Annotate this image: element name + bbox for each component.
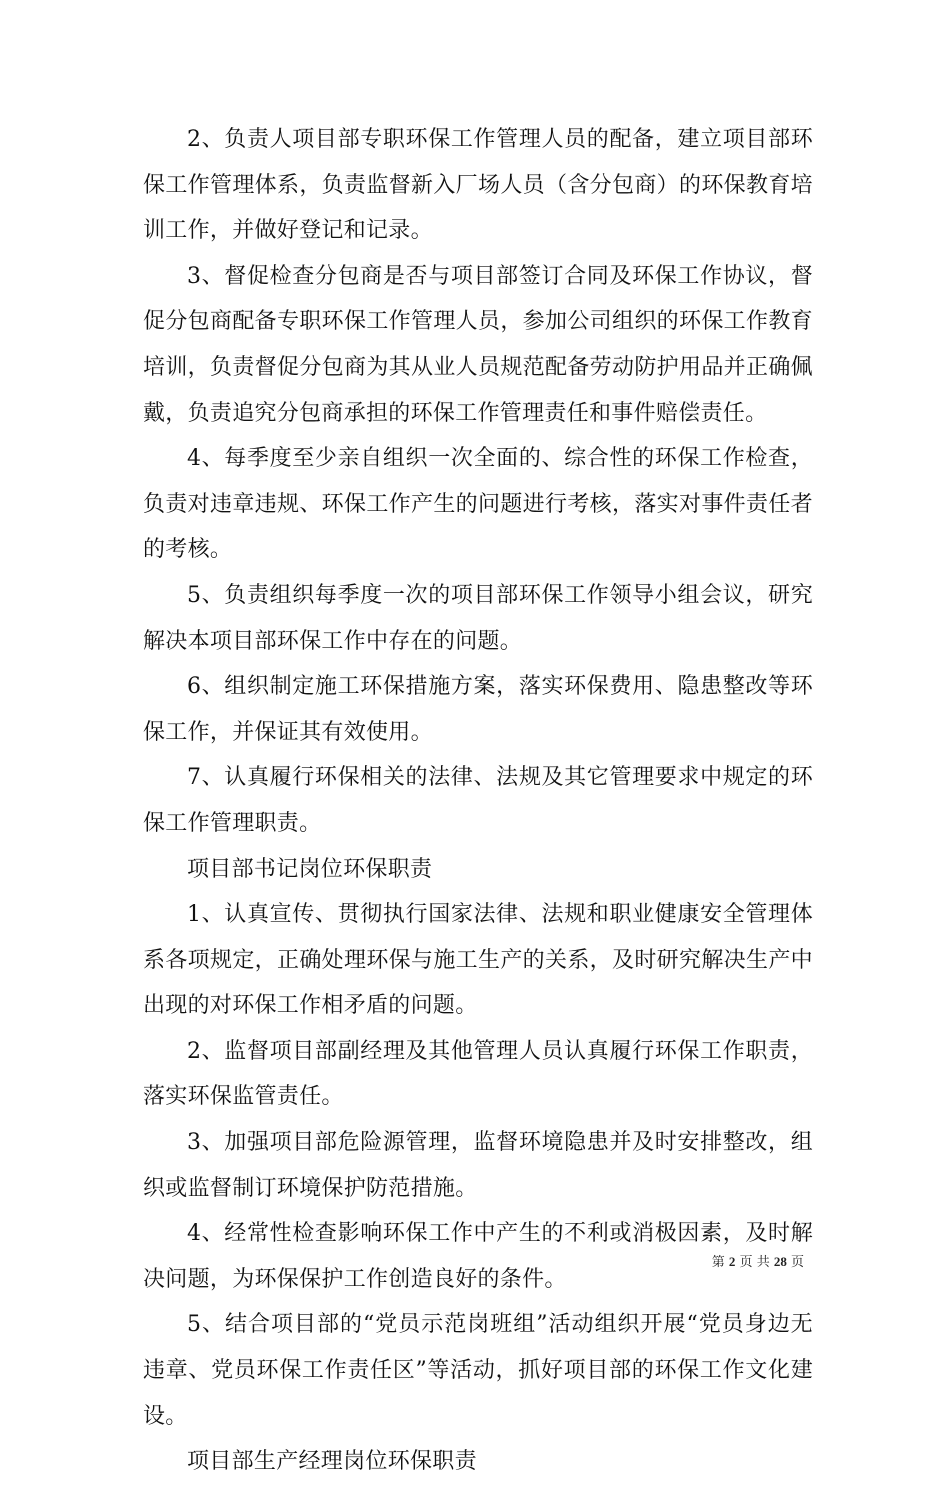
footer-middle: 页 共: [739, 1255, 770, 1270]
section-heading: 项目部书记岗位环保职责: [187, 856, 433, 882]
paragraph: 7、认真履行环保相关的法律、法规及其它管理要求中规定的环保工作管理职责。: [143, 765, 813, 836]
paragraph: 3、加强项目部危险源管理，监督环境隐患并及时安排整改，组织或监督制订环境保护防范措施。: [143, 1130, 813, 1201]
paragraph: 2、监督项目部副经理及其他管理人员认真履行环保工作职责，落实环保监管责任。: [143, 1038, 813, 1110]
document-body: [143, 117, 813, 1485]
total-page-count: 28: [773, 1254, 787, 1269]
paragraph: 4、每季度至少亲自组织一次全面的、综合性的环保工作检查，负责对违章违规、环保工作产生的问题进行考核，落实对事件责任者的考核。: [143, 446, 813, 563]
footer-suffix: 页: [790, 1255, 804, 1270]
paragraph: 5、负责组织每季度一次的项目部环保工作领导小组会议，研究解决本项目部环保工作中存在的问题。: [143, 582, 813, 654]
paragraph: 3、督促检查分包商是否与项目部签订合同及环保工作协议，督促分包商配备专职环保工作管理人员，参加公司组织的环保工作教育培训，负责督促分包商为其从业人员规范配备劳动防护用品并正确佩戴，负责追究分包商承担的环保工作管理责任和事件赔偿责任。: [143, 263, 813, 426]
paragraph: 5、结合项目部的“党员示范岗班组”活动组织开展“党员身边无违章、党员环保工作责任区”等活动，抓好项目部的环保工作文化建设。: [143, 1312, 813, 1429]
paragraph: 6、组织制定施工环保措施方案，落实环保费用、隐患整改等环保工作，并保证其有效使用。: [143, 674, 813, 745]
paragraph: 4、经常性检查影响环保工作中产生的不利或消极因素，及时解决问题，为环保保护工作创造良好的条件。: [143, 1221, 813, 1292]
page-number-footer: [712, 1251, 804, 1270]
footer-prefix: 第: [711, 1255, 725, 1270]
paragraph: 1、认真宣传、贯彻执行国家法律、法规和职业健康安全管理体系各项规定，正确处理环保与施工生产的关系，及时研究解决生产中出现的对环保工作相矛盾的问题。: [143, 902, 813, 1019]
current-page-number: 2: [728, 1254, 736, 1269]
section-heading: 项目部生产经理岗位环保职责: [187, 1449, 477, 1475]
paragraph: 2、负责人项目部专职环保工作管理人员的配备，建立项目部环保工作管理体系，负责监督新入厂场人员（含分包商）的环保教育培训工作，并做好登记和记录。: [143, 127, 813, 244]
